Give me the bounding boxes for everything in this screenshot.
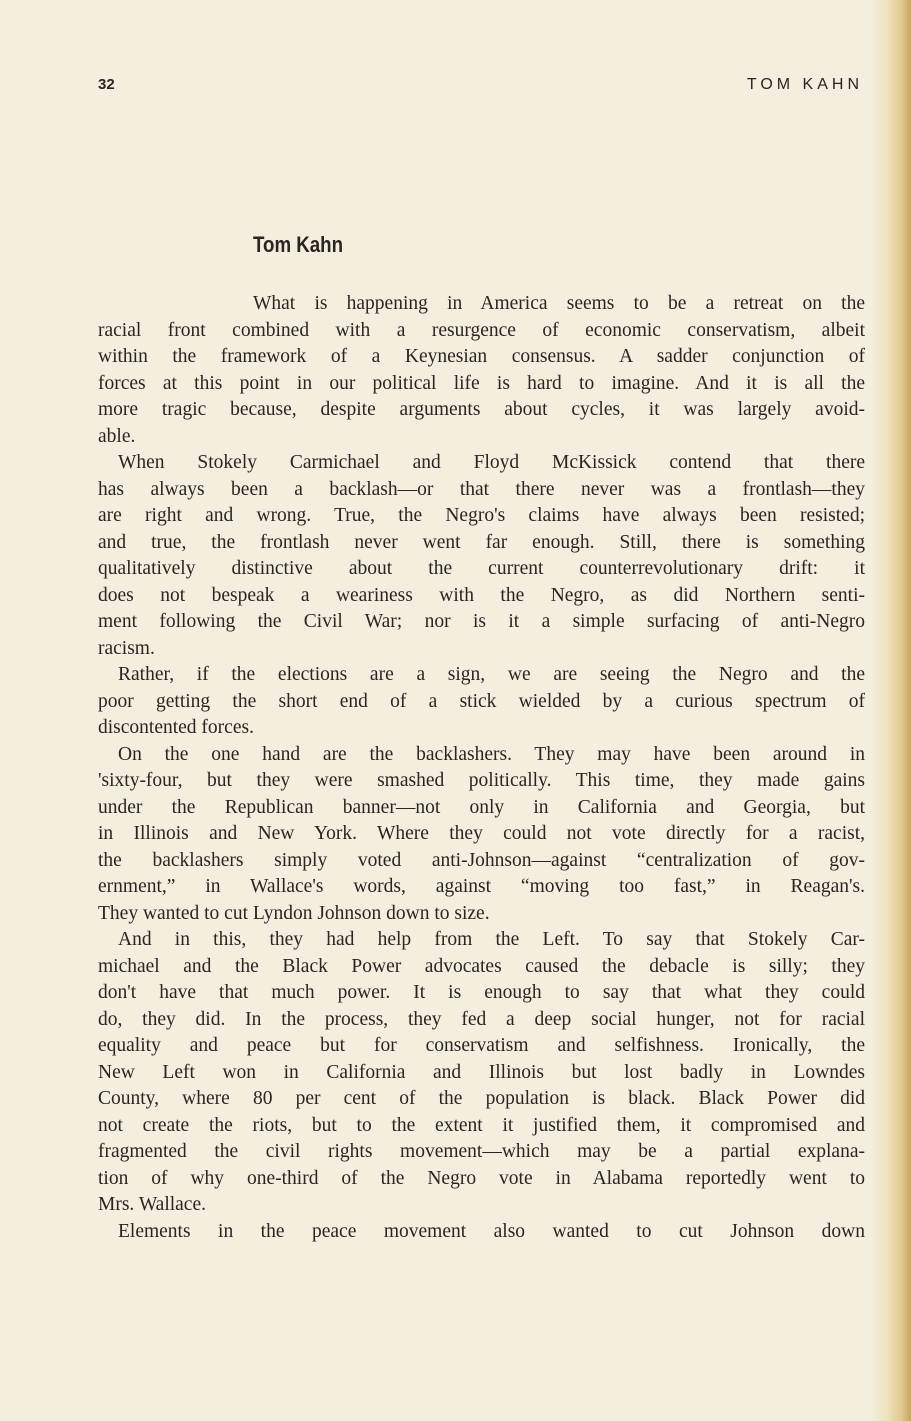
text-line: racial front combined with a resurgence of economic conservatism, albeit — [98, 319, 865, 341]
text-line: michael and the Black Power advocates caused the debacle is silly; they — [98, 955, 865, 977]
text-line: Mrs. Wallace. — [98, 1194, 206, 1215]
text-line: do, they did. In the process, they fed a deep social hunger, not for racial — [98, 1008, 865, 1030]
text-line: not create the riots, but to the extent it justified them, it compromised and — [98, 1114, 865, 1136]
text-line: poor getting the short end of a stick wielded by a curious spectrum of — [98, 690, 865, 712]
text-line: 'sixty-four, but they were smashed politically. This time, they made gains — [98, 770, 865, 791]
paragraph — [98, 291, 865, 450]
text-line: ernment,” in Wallace's words, against “moving too fast,” in Reagan's. — [98, 876, 865, 897]
text-line: does not bespeak a weariness with the Negro, as did Northern senti- — [98, 584, 865, 606]
running-head: TOM KAHN — [746, 76, 863, 93]
text-line: New Left won in California and Illinois but lost badly in Lowndes — [98, 1061, 865, 1083]
paragraph — [98, 450, 865, 662]
text-line: What is happening in America seems to be a retreat on the — [253, 293, 865, 314]
text-line: County, where 80 per cent of the population is black. Black Power did — [98, 1088, 865, 1109]
text-line: and true, the frontlash never went far enough. Still, there is something — [98, 531, 865, 553]
section-heading: Tom Kahn — [253, 232, 344, 257]
text-line: Rather, if the elections are a sign, we are seeing the Negro and the — [118, 664, 865, 685]
body-text — [98, 291, 865, 1245]
text-line: When Stokely Carmichael and Floyd McKissick contend that there — [118, 452, 865, 473]
paragraph — [98, 742, 865, 928]
text-line: And in this, they had help from the Left. To say that Stokely Car- — [118, 929, 865, 950]
page-number: 32 — [98, 76, 115, 93]
paragraph — [98, 662, 865, 742]
text-line: qualitatively distinctive about the current counterrevolutionary drift: it — [98, 558, 865, 579]
text-line: are right and wrong. True, the Negro's claims have always been resisted; — [98, 505, 865, 526]
text-line: more tragic because, despite arguments about cycles, it was largely avoid- — [98, 399, 865, 420]
text-line: forces at this point in our political life is hard to imagine. And it is all the — [98, 372, 865, 394]
text-line: discontented forces. — [98, 717, 254, 738]
text-line: They wanted to cut Lyndon Johnson down to size. — [98, 902, 490, 924]
text-line: On the one hand are the backlashers. They may have been around in — [118, 743, 865, 765]
text-line: has always been a backlash—or that there never was a frontlash—they — [98, 478, 865, 500]
text-line: ment following the Civil War; nor is it a simple surfacing of anti-Negro — [98, 611, 865, 632]
text-line: don't have that much power. It is enough to say that what they could — [98, 982, 865, 1003]
paragraph — [98, 927, 865, 1219]
text-line: tion of why one-third of the Negro vote in Alabama reportedly went to — [98, 1167, 865, 1189]
text-line: in Illinois and New York. Where they could not vote directly for a racist, — [98, 823, 865, 844]
paragraph — [98, 1219, 865, 1246]
text-line: under the Republican banner—not only in California and Georgia, but — [98, 796, 865, 818]
text-line: Elements in the peace movement also wanted to cut Johnson down — [118, 1220, 865, 1242]
page-edge-shadow — [871, 0, 911, 1421]
text-line: racism. — [98, 637, 155, 659]
text-line: the backlashers simply voted anti-Johnson—against “centralization of gov- — [98, 849, 865, 871]
text-line: able. — [98, 425, 136, 447]
text-line: within the framework of a Keynesian consensus. A sadder conjunction of — [98, 346, 865, 367]
text-line: fragmented the civil rights movement—which may be a partial explana- — [98, 1141, 865, 1162]
text-line: equality and peace but for conservatism and selfishness. Ironically, the — [98, 1035, 865, 1056]
